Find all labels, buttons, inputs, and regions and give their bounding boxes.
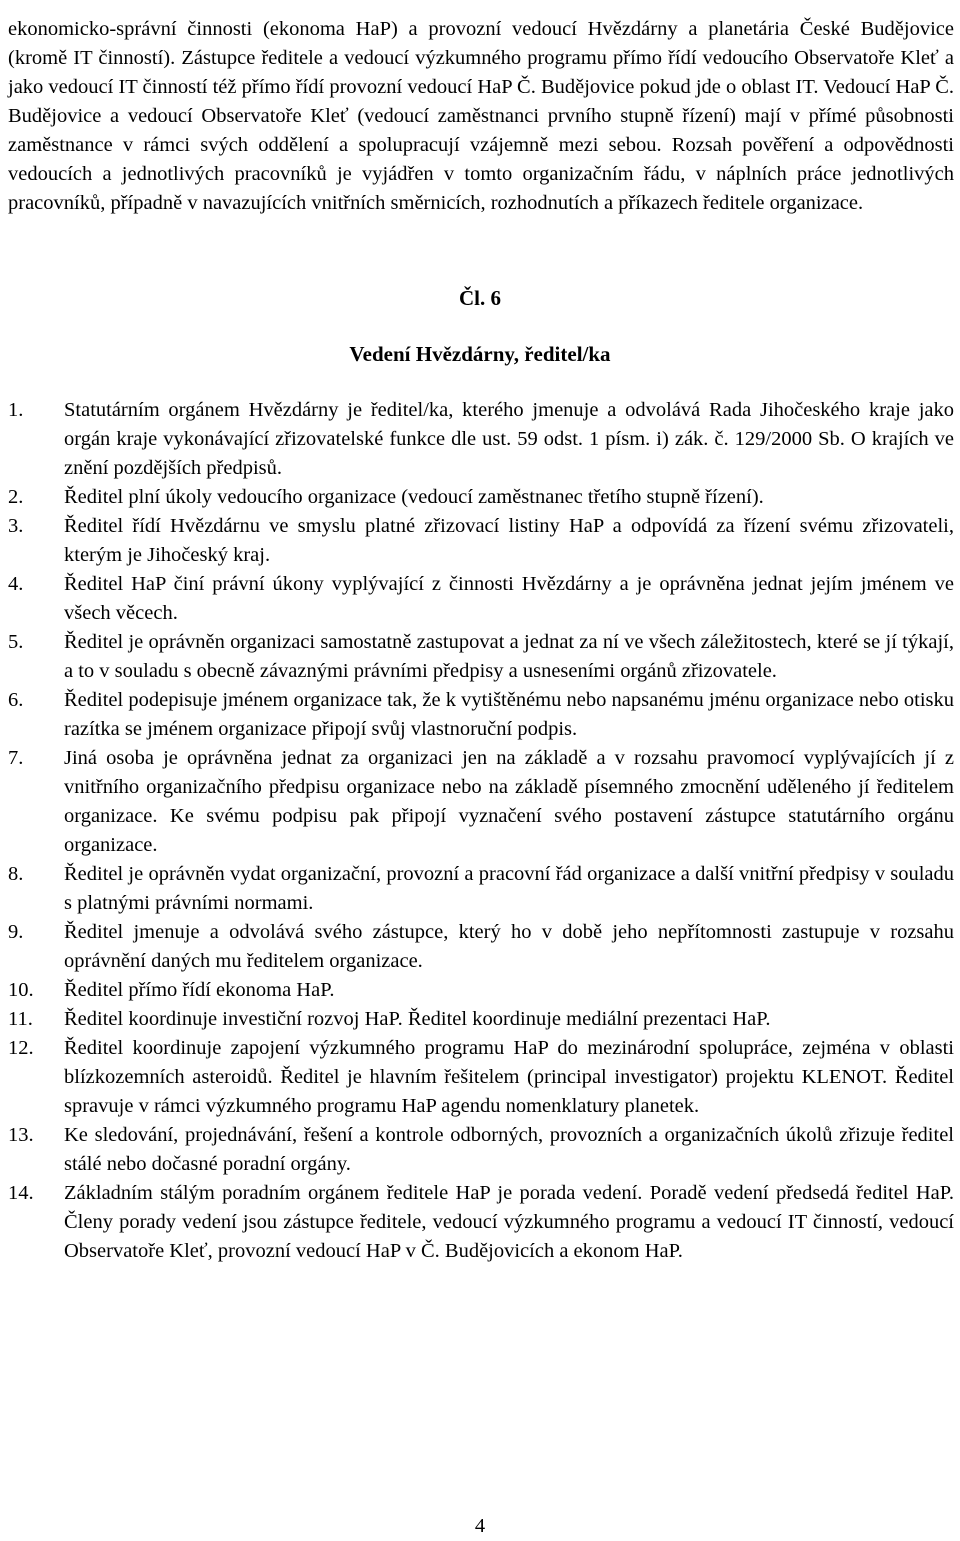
list-item xyxy=(0,570,960,628)
item-text: Základním stálým poradním orgánem ředitele HaP je porada vedení. Poradě vedení předsedá ředitel HaP. Členy porady vedení jsou zástupce ředitele, vedoucí výzkumného programu a vedoucí IT činností, vedoucí Observatoře Kleť, provozní vedoucí HaP v Č. Budějovicích a ekonom HaP. xyxy=(64,1182,954,1262)
page-number: 4 xyxy=(474,1515,486,1537)
list-item xyxy=(0,1121,960,1179)
item-text: Ředitel koordinuje zapojení výzkumného programu HaP do mezinárodní spolupráce, zejména v oblasti blízkozemních asteroidů. Ředitel je hlavním řešitelem (principal investigator) projektu KLENOT. Ředitel spravuje v rámci výzkumného programu HaP agendu nomenklatury planetek. xyxy=(64,1037,954,1117)
list-item xyxy=(0,512,960,570)
item-text: Jiná osoba je oprávněna jednat za organizaci jen na základě a v rozsahu pravomocí vyplývajících jí z vnitřního organizačního předpisu organizace nebo na základě písemného zmocnění uděleného jí ředitelem organizace. Ke svému podpisu pak připojí vyznačení svého postavení zástupce statutárního orgánu organizace. xyxy=(64,747,954,856)
numbered-list xyxy=(0,396,960,1266)
item-number: 13. xyxy=(8,1124,34,1146)
list-item xyxy=(0,396,960,483)
list-item xyxy=(0,918,960,976)
item-number: 11. xyxy=(8,1008,33,1030)
item-number: 12. xyxy=(8,1037,34,1059)
item-number: 9. xyxy=(8,921,24,943)
item-text: Ředitel je oprávněn vydat organizační, provozní a pracovní řád organizace a další vnitřní předpisy v souladu s platnými právními normami. xyxy=(64,863,954,914)
item-number: 4. xyxy=(8,573,24,595)
list-item xyxy=(0,1034,960,1121)
list-item xyxy=(0,744,960,860)
list-item xyxy=(0,483,960,512)
item-text: Ředitel HaP činí právní úkony vyplývající z činnosti Hvězdárny a je oprávněna jednat jejím jménem ve všech věcech. xyxy=(64,573,954,624)
item-text: Ředitel podepisuje jménem organizace tak, že k vytištěnému nebo napsanému jménu organizace nebo otisku razítka se jménem organizace připojí svůj vlastnoruční podpis. xyxy=(64,689,954,740)
item-text: Ředitel je oprávněn organizaci samostatně zastupovat a jednat za ní ve všech záležitostech, které se jí týkají, a to v souladu s obecně závaznými právními předpisy a usneseními orgánů zřizovatele. xyxy=(64,631,954,682)
list-item xyxy=(0,976,960,1005)
article-number: Čl. 6 xyxy=(459,286,501,310)
list-item xyxy=(0,1179,960,1266)
item-number: 3. xyxy=(8,515,24,537)
list-item xyxy=(0,686,960,744)
item-text: Ředitel jmenuje a odvolává svého zástupce, který ho v době jeho nepřítomnosti zastupuje v rozsahu oprávnění daných mu ředitelem organizace. xyxy=(64,921,954,972)
item-text: Ředitel koordinuje investiční rozvoj HaP. Ředitel koordinuje mediální prezentaci HaP. xyxy=(64,1008,771,1030)
item-number: 8. xyxy=(8,863,24,885)
item-text: Ke sledování, projednávání, řešení a kontrole odborných, provozních a organizačních úkolů zřizuje ředitel stálé nebo dočasné poradní orgány. xyxy=(64,1124,954,1175)
item-text: Statutárním orgánem Hvězdárny je ředitel/ka, kterého jmenuje a odvolává Rada Jihočeského kraje jako orgán kraje vykonávající zřizovatelské funkce dle ust. 59 odst. 1 písm. i) zák. č. 129/2000 Sb. O krajích ve znění pozdějších předpisů. xyxy=(64,399,954,479)
item-number: 1. xyxy=(8,399,24,421)
list-item xyxy=(0,1005,960,1034)
item-number: 5. xyxy=(8,631,24,653)
item-number: 14. xyxy=(8,1182,34,1204)
article-title: Vedení Hvězdárny, ředitel/ka xyxy=(349,342,611,366)
list-item xyxy=(0,860,960,918)
item-number: 6. xyxy=(8,689,24,711)
item-text: Ředitel plní úkoly vedoucího organizace (vedoucí zaměstnanec třetího stupně řízení). xyxy=(64,486,764,508)
intro-paragraph: ekonomicko-správní činnosti (ekonoma HaP) a provozní vedoucí Hvězdárny a planetária České Budějovice (kromě IT činností). Zástupce ředitele a vedoucí výzkumného programu přímo řídí vedoucího Observatoře Kleť a jako vedoucí IT činností též přímo řídí provozní vedoucí HaP Č. Budějovice pokud jde o oblast IT. Vedoucí HaP Č. Budějovice a vedoucí Observatoře Kleť (vedoucí zaměstnanci prvního stupně řízení) mají v přímé působnosti zaměstnance v rámci svých oddělení a spolupracují vzájemně mezi sebou. Rozsah pověření a odpovědnosti vedoucích a jednotlivých pracovníků je vyjádřen v tomto organizačním řádu, v náplních práce jednotlivých pracovníků, případně v navazujících vnitřních směrnicích, rozhodnutích a příkazech ředitele organizace. xyxy=(8,17,954,214)
list-item xyxy=(0,628,960,686)
item-number: 7. xyxy=(8,747,24,769)
item-text: Ředitel přímo řídí ekonoma HaP. xyxy=(64,979,335,1001)
item-text: Ředitel řídí Hvězdárnu ve smyslu platné zřizovací listiny HaP a odpovídá za řízení svému zřizovateli, kterým je Jihočeský kraj. xyxy=(64,515,954,566)
item-number: 2. xyxy=(8,486,24,508)
item-number: 10. xyxy=(8,979,34,1001)
